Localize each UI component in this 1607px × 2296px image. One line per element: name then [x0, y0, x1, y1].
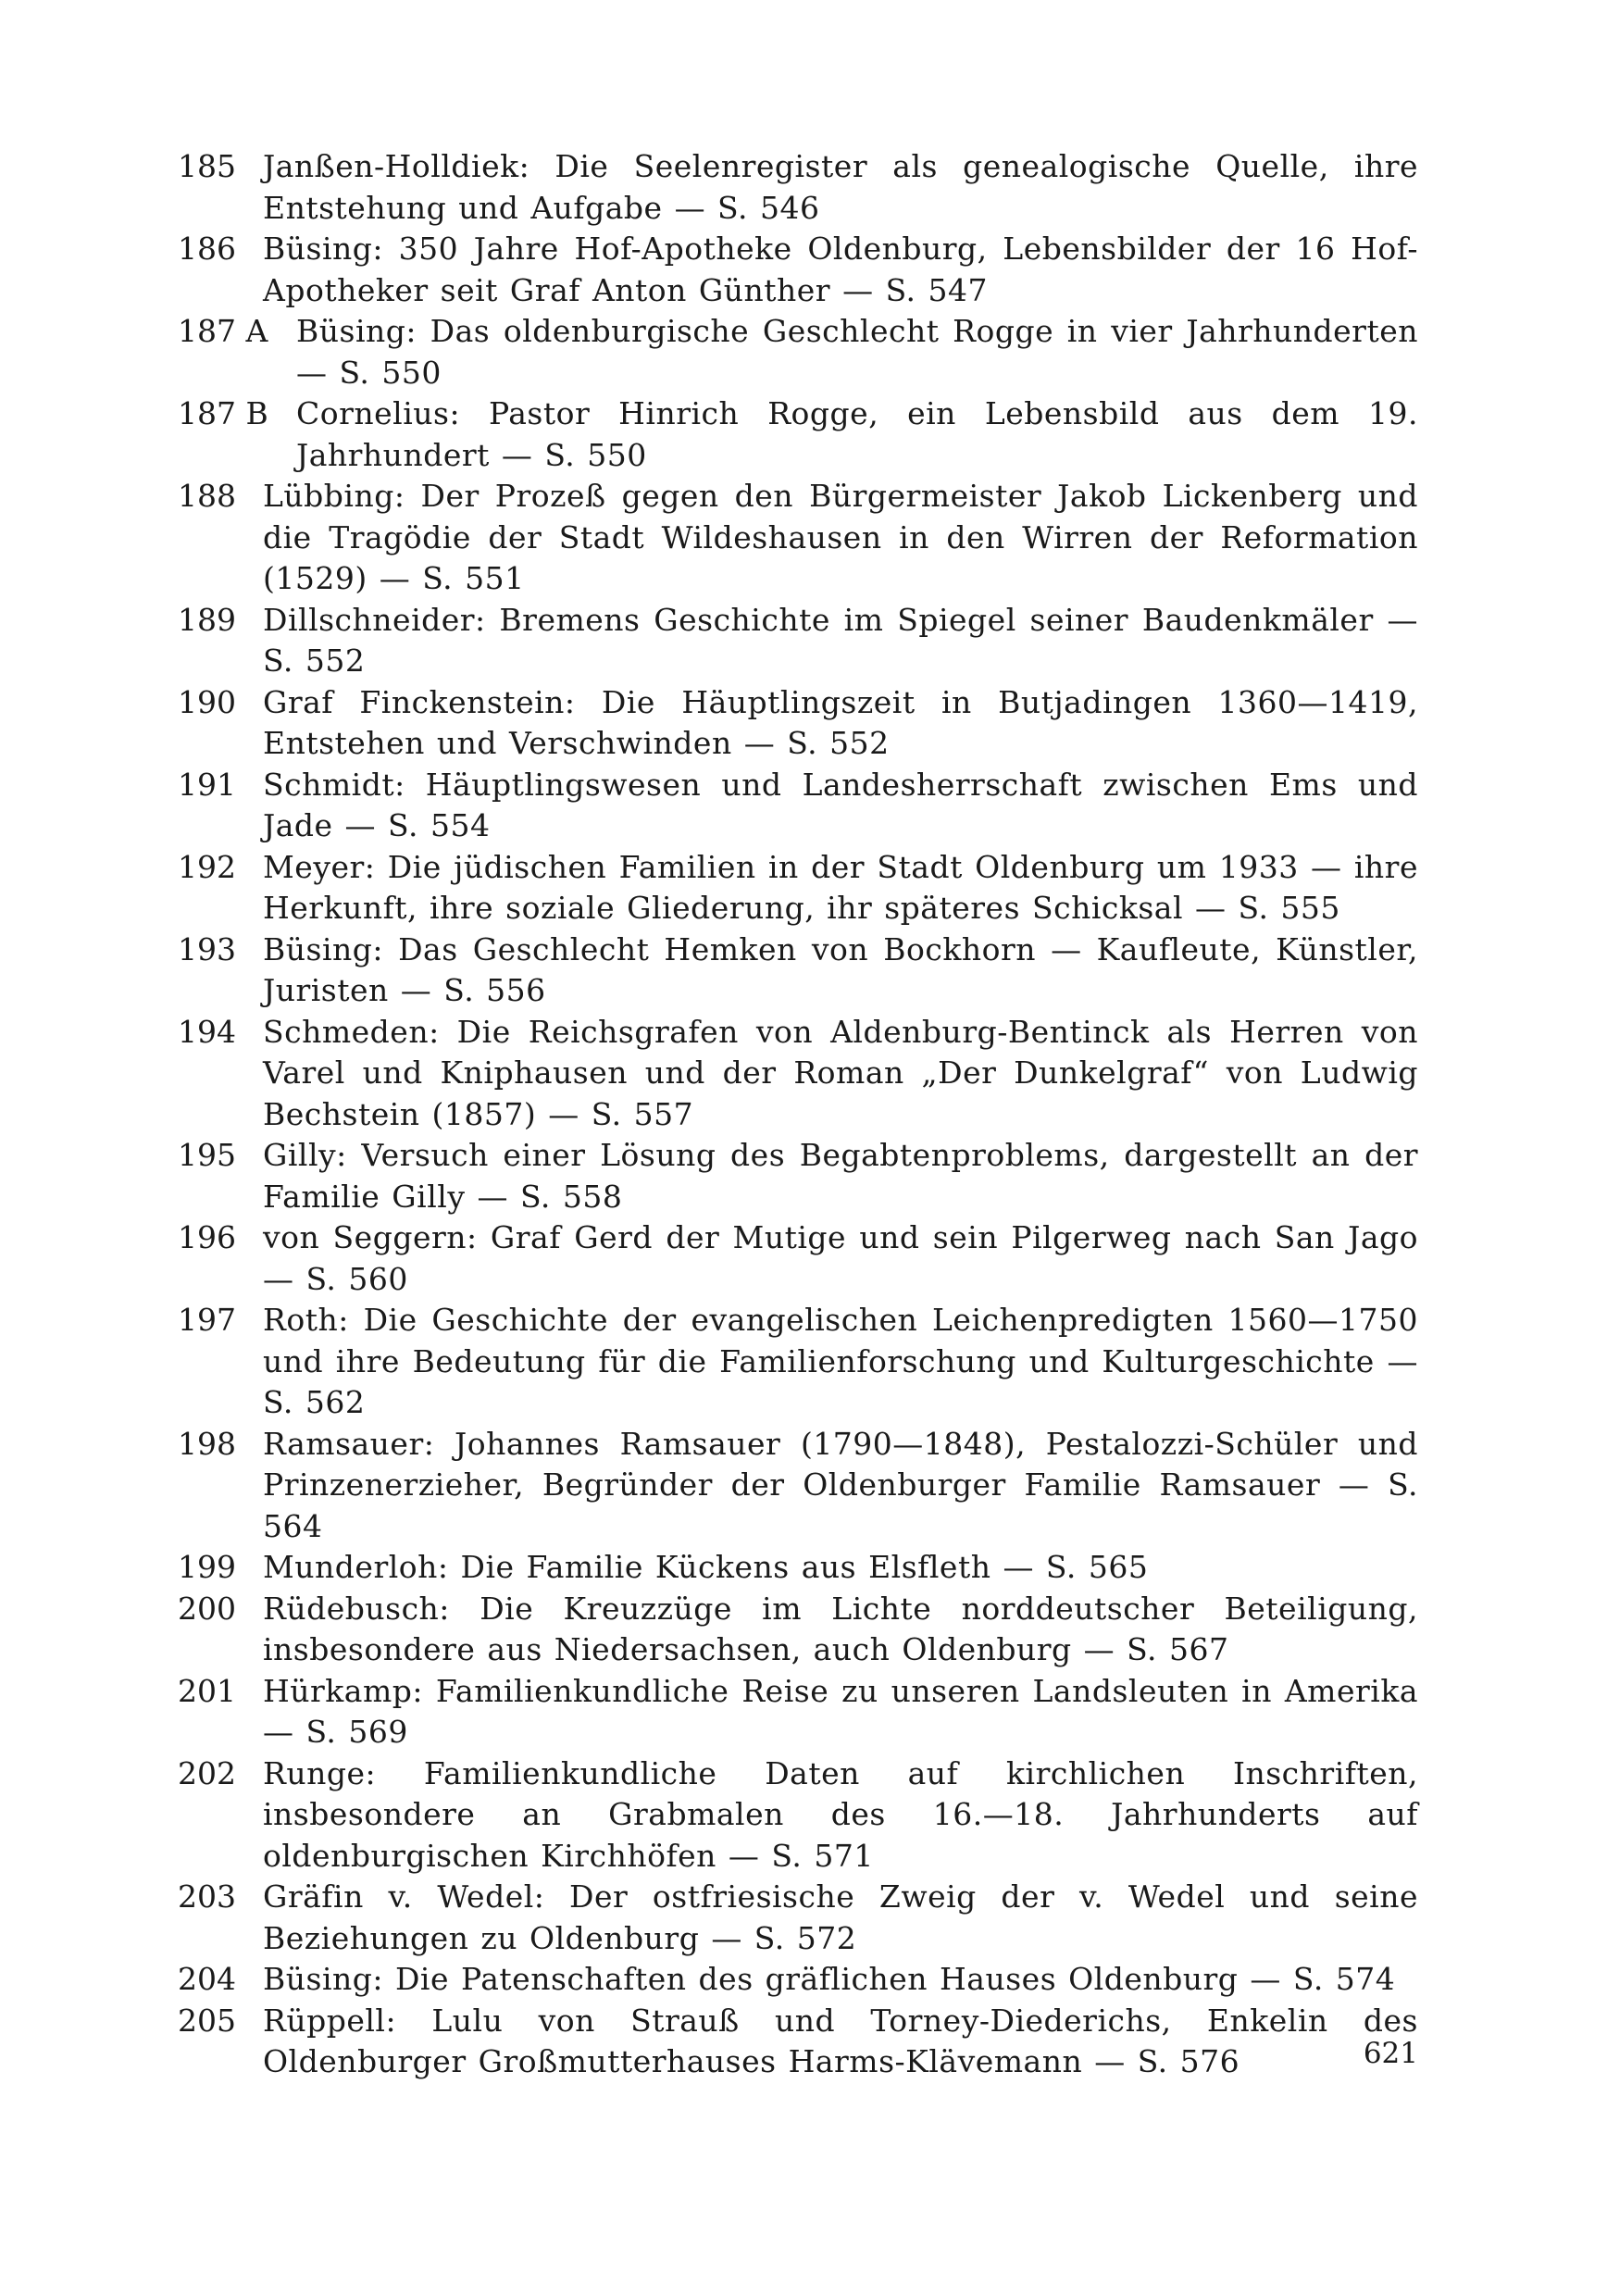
entry-text: Dillschneider: Bremens Geschichte im Spiegel seiner Baudenkmäler — S. 552 — [263, 601, 1418, 679]
list-item — [178, 1877, 1418, 1959]
list-item — [178, 765, 1418, 847]
list-item — [178, 847, 1418, 930]
entry-text: Roth: Die Geschichte der evangelischen Leichenpredigten 1560—1750 und ihre Bedeutung für die Familienforschung und Kulturgeschichte — S. 562 — [263, 1302, 1418, 1420]
list-item — [178, 682, 1418, 765]
entry-number: 205 — [178, 2002, 236, 2039]
entry-text: Janßen-Holldiek: Die Seelenregister als genealogische Quelle, ihre Entstehung und Aufgabe — S. 546 — [263, 148, 1418, 226]
list-item — [178, 1135, 1418, 1217]
entry-number: 201 — [178, 1672, 236, 1709]
entry-text: Gräfin v. Wedel: Der ostfriesische Zweig der v. Wedel und seine Beziehungen zu Oldenburg — S. 572 — [263, 1878, 1418, 1956]
list-item — [178, 1589, 1418, 1671]
list-item — [178, 1753, 1418, 1878]
entry-number: 202 — [178, 1754, 236, 1791]
list-item — [178, 476, 1418, 600]
entry-text: Gilly: Versuch einer Lösung des Begabtenproblems, dargestellt an der Familie Gilly — S. 558 — [263, 1137, 1418, 1215]
entry-text: Büsing: Die Patenschaften des gräflichen Hauses Oldenburg — S. 574 — [263, 1961, 1396, 1997]
entry-text: Lübbing: Der Prozeß gegen den Bürgermeister Jakob Lickenberg und die Tragödie der Stadt Wildeshausen in den Wirren der Reformation (1529) — S. 551 — [263, 478, 1418, 596]
list-item — [178, 1671, 1418, 1753]
entry-number: 199 — [178, 1549, 236, 1585]
list-item — [178, 1012, 1418, 1136]
entry-number: 196 — [178, 1219, 236, 1255]
entry-number: 198 — [178, 1425, 236, 1462]
entry-text: Ramsauer: Johannes Ramsauer (1790—1848), Pestalozzi-Schüler und Prinzenerzieher, Begründer der Oldenburger Familie Ramsauer — S. 564 — [263, 1425, 1418, 1544]
entry-text: Hürkamp: Familienkundliche Reise zu unseren Landsleuten in Amerika — S. 569 — [263, 1672, 1418, 1750]
entry-text: Meyer: Die jüdischen Familien in der Stadt Oldenburg um 1933 — ihre Herkunft, ihre soziale Gliederung, ihr späteres Schicksal — S. 555 — [263, 848, 1418, 926]
entry-number: 191 — [178, 766, 236, 803]
entry-text: von Seggern: Graf Gerd der Mutige und sein Pilgerweg nach San Jago — S. 560 — [263, 1219, 1418, 1297]
list-item — [178, 229, 1418, 311]
page-number: 621 — [1363, 2037, 1418, 2070]
entry-number: 195 — [178, 1137, 236, 1173]
entry-number: 188 — [178, 478, 236, 514]
entry-number: 187 B — [178, 395, 268, 431]
entry-number: 186 — [178, 231, 236, 267]
entry-number: 185 — [178, 148, 236, 184]
entry-text: Cornelius: Pastor Hinrich Rogge, ein Lebensbild aus dem 19. Jahrhundert — S. 550 — [296, 395, 1418, 473]
entry-number: 187 A — [178, 313, 268, 349]
entry-number: 192 — [178, 848, 236, 885]
list-item — [178, 1547, 1418, 1589]
entry-text: Büsing: Das Geschlecht Hemken von Bockhorn — Kaufleute, Künstler, Juristen — S. 556 — [263, 930, 1418, 1008]
entry-number: 204 — [178, 1961, 236, 1997]
list-item — [178, 600, 1418, 682]
list-item — [178, 1217, 1418, 1300]
entry-text: Büsing: 350 Jahre Hof-Apotheke Oldenburg, Lebensbilder der 16 Hof-Apotheker seit Graf Anton Günther — S. 547 — [263, 231, 1418, 308]
list-item — [178, 930, 1418, 1012]
entry-number: 189 — [178, 601, 236, 638]
list-item — [178, 2001, 1418, 2083]
list-item — [178, 1300, 1418, 1424]
entry-number: 200 — [178, 1590, 236, 1627]
list-item — [178, 393, 1418, 476]
entry-number: 197 — [178, 1302, 236, 1338]
entry-text: Rüppell: Lulu von Strauß und Torney-Diederichs, Enkelin des Oldenburger Großmutterhauses Harms-Klävemann — S. 576 — [263, 2002, 1418, 2079]
entry-number: 203 — [178, 1878, 236, 1915]
entry-number: 193 — [178, 930, 236, 967]
entry-text: Büsing: Das oldenburgische Geschlecht Rogge in vier Jahrhunderten — S. 550 — [296, 313, 1418, 391]
entry-number: 194 — [178, 1013, 236, 1050]
list-item — [178, 1424, 1418, 1548]
list-item — [178, 146, 1418, 229]
entry-text: Graf Finckenstein: Die Häuptlingszeit in Butjadingen 1360—1419, Entstehen und Verschwinden — S. 552 — [263, 683, 1418, 761]
entry-text: Schmidt: Häuptlingswesen und Landesherrschaft zwischen Ems und Jade — S. 554 — [263, 766, 1418, 843]
entry-number: 190 — [178, 683, 236, 720]
entry-text: Munderloh: Die Familie Kückens aus Elsfleth — S. 565 — [263, 1549, 1149, 1585]
list-item — [178, 311, 1418, 393]
entry-text: Runge: Familienkundliche Daten auf kirchlichen Inschriften, insbesondere an Grabmalen des 16.—18. Jahrhunderts auf oldenburgischen Kirchhöfen — S. 571 — [263, 1754, 1418, 1874]
list-item — [178, 1959, 1418, 2001]
entry-text: Rüdebusch: Die Kreuzzüge im Lichte norddeutscher Beteiligung, insbesondere aus Niedersachsen, auch Oldenburg — S. 567 — [263, 1590, 1418, 1667]
entry-list — [178, 146, 1418, 2083]
entry-text: Schmeden: Die Reichsgrafen von Aldenburg-Bentinck als Herren von Varel und Kniphausen und der Roman „Der Dunkelgraf“ von Ludwig Bechstein (1857) — S. 557 — [263, 1013, 1418, 1132]
